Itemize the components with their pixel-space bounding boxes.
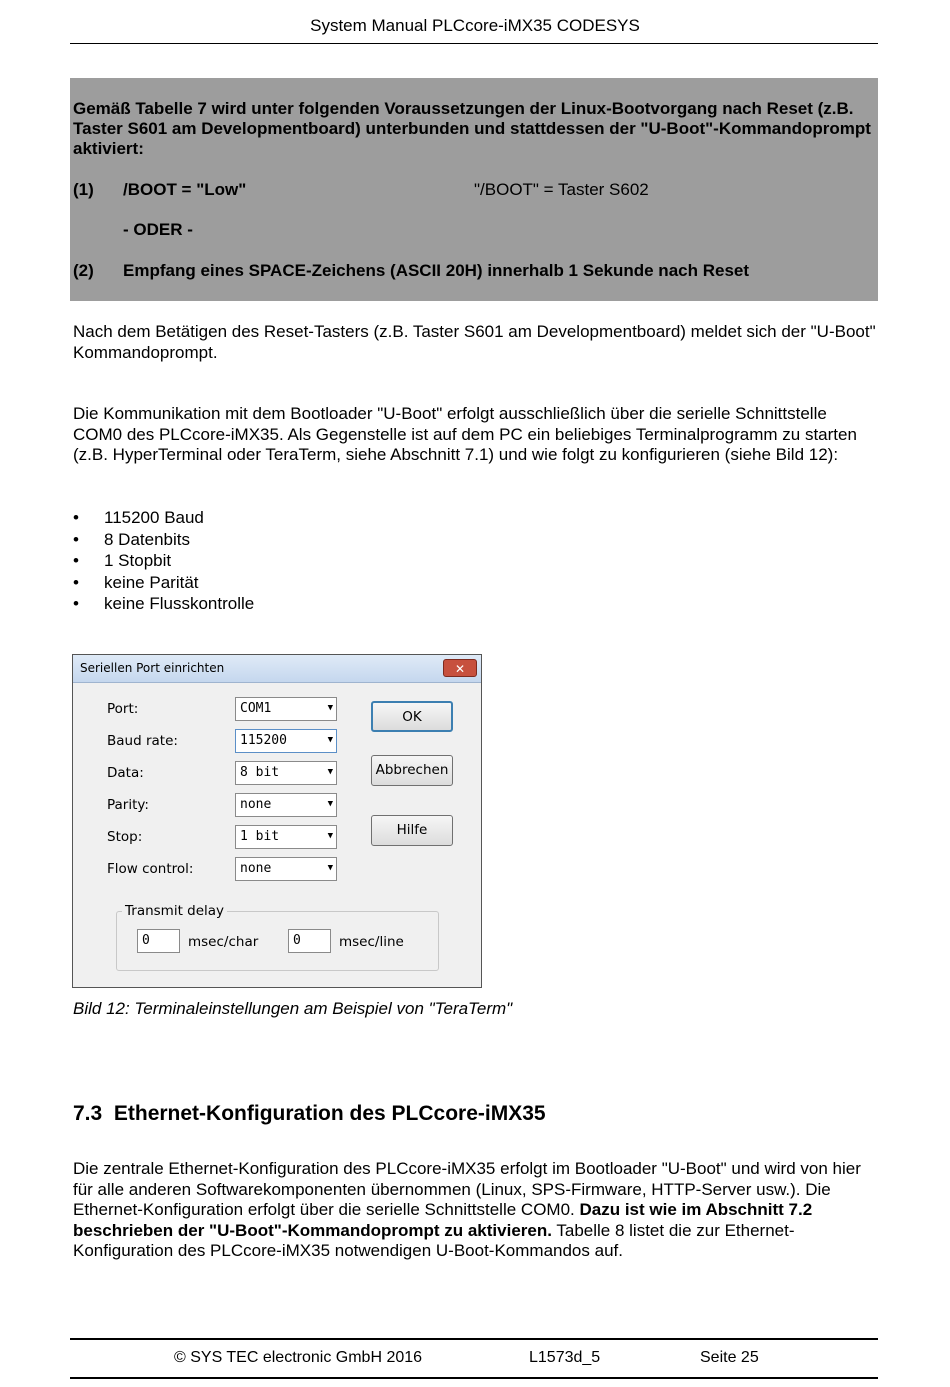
list-item: • 115200 Baud [73,508,204,527]
note-item2-text: Empfang eines SPACE-Zeichens (ASCII 20H) innerhalb 1 Sekunde nach Reset [123,261,750,280]
chevron-down-icon: ▼ [327,863,333,873]
note-item1-number: (1) [73,180,94,199]
section-title: Ethernet-Konfiguration des PLCcore-iMX35 [113,1102,546,1125]
footer-page-number: Seite 25 [700,1349,759,1366]
close-icon[interactable]: ✕ [443,659,477,677]
figure-caption: Bild 12: Terminaleinstellungen am Beispiel von "TeraTerm" [73,999,513,1018]
header-rule [70,43,878,44]
emphasis-text: Dazu ist wie im Abschnitt 7.2 beschrieben der "U-Boot"-Kommandoprompt zu aktivieren. [73,1200,813,1240]
flow-control-select[interactable]: none ▼ [235,857,337,881]
data-label: Data: [107,765,144,781]
baud-rate-label: Baud rate: [107,733,178,749]
ok-button[interactable]: OK [371,701,453,732]
section-heading [73,1102,546,1126]
serial-port-dialog [72,654,482,988]
char-delay-unit: msec/char [188,934,259,950]
bullet-icon: • [73,594,79,613]
stop-bits-select[interactable]: 1 bit ▼ [235,825,337,849]
port-select[interactable]: COM1 ▼ [235,697,337,721]
paragraph-communication: Die Kommunikation mit dem Bootloader "U-Boot" erfolgt ausschließlich über die serielle Schnittstelle COM0 des PLCcore-iMX35. Als Gegenstelle ist auf dem PC ein beliebiges Terminalprogramm zu starten (z.B. HyperTerminal oder TeraTerm, siehe Abschnitt 7.1) und wie folgt zu konfigurieren (siehe Bild 12): [73,404,857,464]
paragraph-reset: Nach dem Betätigen des Reset-Tasters (z.B. Taster S601 am Developmentboard) meldet sich der "U-Boot" Kommandoprompt. [73,322,876,362]
list-item: • 8 Datenbits [73,529,190,549]
serial-settings-list [73,507,254,615]
list-item: • keine Parität [73,572,199,592]
help-button[interactable]: Hilfe [371,815,453,846]
chevron-down-icon: ▼ [327,703,333,713]
note-box-intro: Gemäß Tabelle 7 wird unter folgenden Voraussetzungen der Linux-Bootvorgang nach Reset (z.B. Taster S601 am Developmentboard) unterbunden und stattdessen der "U-Boot"-Kommandoprompt aktiviert: [73,99,871,158]
note-or-text: - ODER - [123,220,193,239]
bullet-icon: • [73,551,79,570]
page-header-title: System Manual PLCcore-iMX35 CODESYS [310,16,640,35]
bullet-icon: • [73,572,79,592]
data-bits-select[interactable]: 8 bit ▼ [235,761,337,785]
parity-label: Parity: [107,797,149,813]
bullet-icon: • [73,508,79,527]
paragraph-ethernet: Die zentrale Ethernet-Konfiguration des PLCcore-iMX35 erfolgt im Bootloader "U-Boot" und wird von hier für alle anderen Softwarekomponenten übernommen (Linux, SPS-Firmware, HTTP-Server usw.). Die Ethernet-Konfiguration erfolgt über die serielle Schnittstelle COM0. Dazu ist wie im Abschnitt 7.2 beschrieben der "U-Boot"-Kommandoprompt zu aktivieren. Tabelle 8 listet die zur Ethernet-Konfiguration des PLCcore-iMX35 notwendigen U-Boot-Kommandos auf. [73,1159,861,1260]
footer-copyright: © SYS TEC electronic GmbH 2016 [174,1349,423,1366]
baud-rate-select[interactable]: 115200 ▼ [235,729,337,753]
parity-select[interactable]: none ▼ [235,793,337,817]
chevron-down-icon: ▼ [327,767,333,777]
note-box [70,78,878,301]
note-item2-number: (2) [73,261,94,280]
footer-rule-top [70,1338,878,1340]
cancel-button[interactable]: Abbrechen [371,755,453,786]
note-item1-text: /BOOT = "Low" [123,180,247,199]
port-label: Port: [107,701,139,717]
line-delay-unit: msec/line [339,934,404,950]
chevron-down-icon: ▼ [327,831,333,841]
note-item1-right: "/BOOT" = Taster S602 [474,180,649,199]
stop-label: Stop: [107,829,143,845]
flow-control-label: Flow control: [107,861,194,877]
list-item: • keine Flusskontrolle [73,594,255,613]
bullet-icon: • [73,529,79,549]
transmit-delay-label: Transmit delay [122,903,227,919]
footer-doc-id: L1573d_5 [529,1349,601,1366]
footer-rule-bottom [70,1377,878,1379]
dialog-titlebar [73,655,481,683]
chevron-down-icon: ▼ [327,799,333,809]
list-item: • 1 Stopbit [73,551,172,570]
section-number: 7.3 [73,1102,103,1125]
line-delay-input[interactable]: 0 [288,929,331,953]
dialog-title: Seriellen Port einrichten [80,661,225,675]
char-delay-input[interactable]: 0 [137,929,180,953]
chevron-down-icon: ▼ [327,735,333,745]
